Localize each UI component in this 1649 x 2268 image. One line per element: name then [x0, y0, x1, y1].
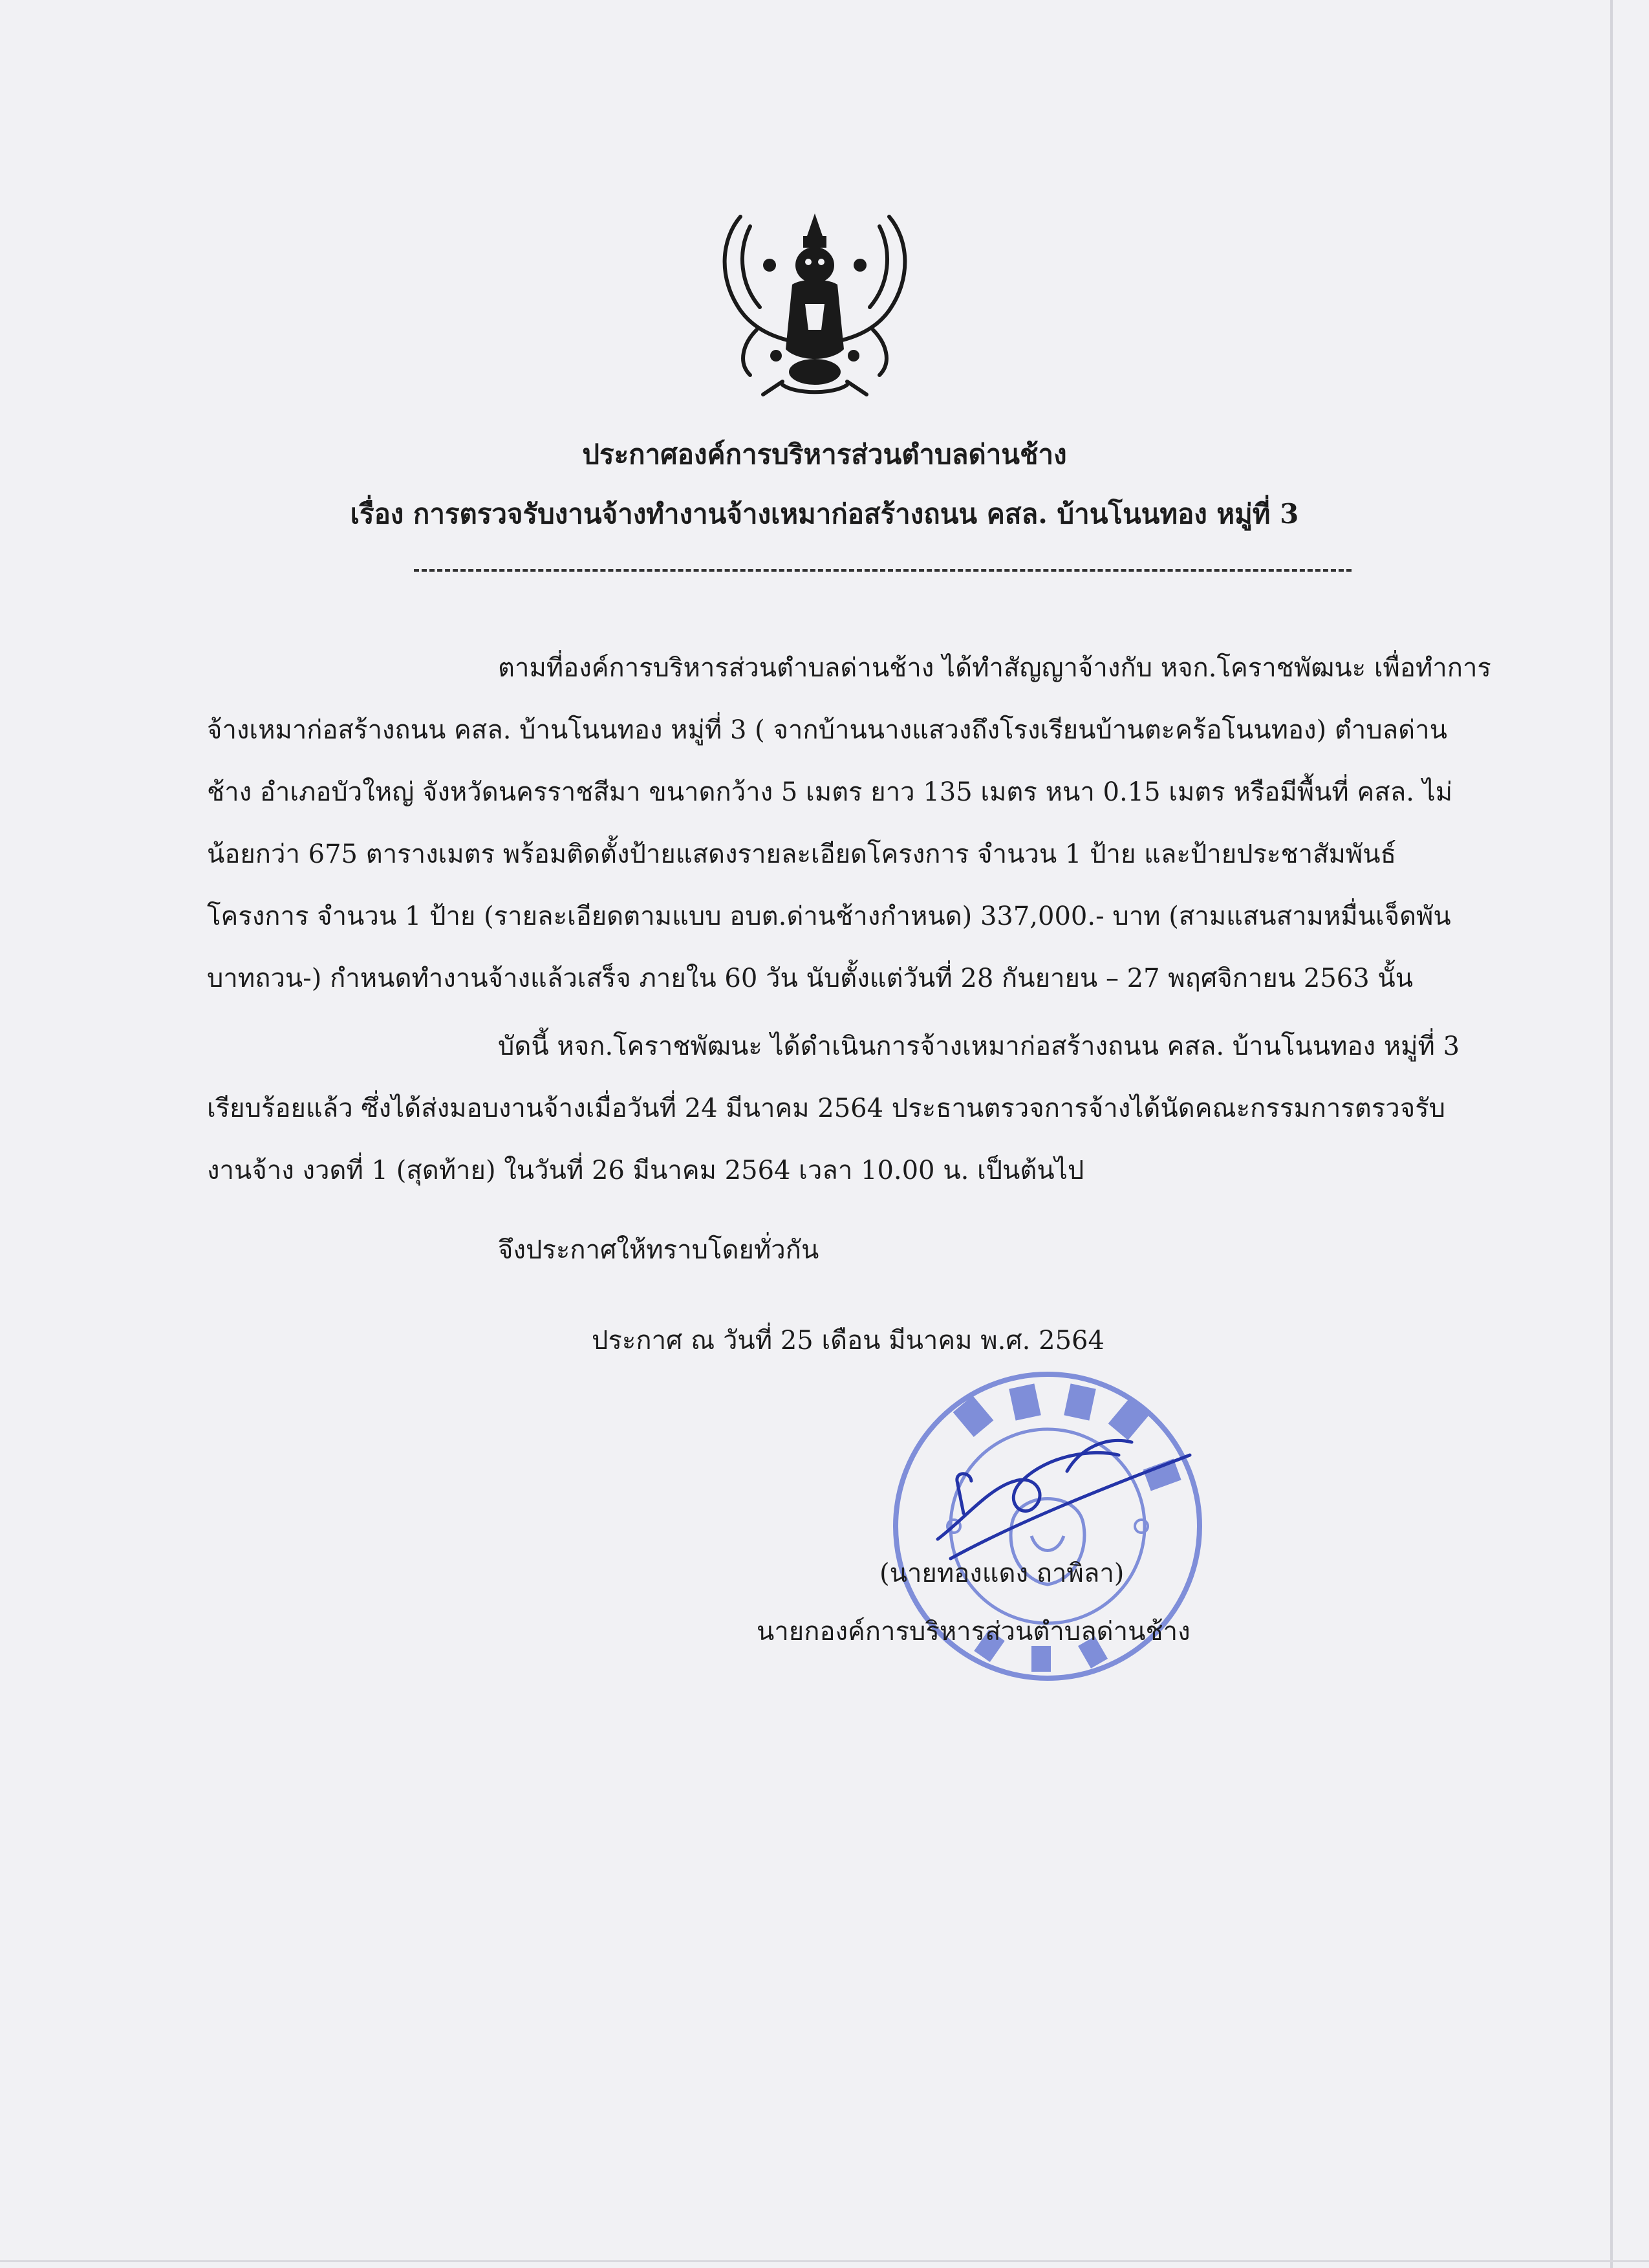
page-edge — [1610, 0, 1613, 2268]
announcement-subject: เรื่อง การตรวจรับงานจ้างทำงานจ้างเหมาก่อสร้างถนน คสล. บ้านโนนทอง หมู่ที่ 3 — [350, 498, 1299, 530]
closing-statement: จึงประกาศให้ทราบโดยทั่วกัน — [498, 1235, 819, 1265]
signatory-name: (นายทองแดง ถาพิลา) — [879, 1559, 1125, 1588]
paragraph-line: ช้าง อำเภอบัวใหญ่ จังหวัดนครราชสีมา ขนาดกว้าง 5 เมตร ยาว 135 เมตร หนา 0.15 เมตร หรือมีพื้นที่ คสล. ไม่ — [207, 777, 1453, 807]
body-paragraph-1 — [207, 637, 1526, 1010]
announcement-title: ประกาศองค์การบริหารส่วนตำบลด่านช้าง — [582, 438, 1067, 470]
page-edge — [0, 2260, 1649, 2262]
paragraph-line: บาทถวน-) กำหนดทำงานจ้างแล้วเสร็จ ภายใน 60 วัน นับตั้งแต่วันที่ 28 กันยายน – 27 พฤศจิกายน 2563 นั้น — [207, 964, 1414, 993]
signatory-position: นายกองค์การบริหารส่วนตำบลด่านช้าง — [757, 1617, 1191, 1647]
body-paragraph-2 — [207, 1015, 1526, 1202]
paragraph-line: จ้างเหมาก่อสร้างถนน คสล. บ้านโนนทอง หมู่ที่ 3 ( จากบ้านนางแสวงถึงโรงเรียนบ้านตะคร้อโนนทอง) ตำบลด่าน — [207, 715, 1447, 745]
dashed-divider — [414, 569, 1352, 572]
handwritten-signature-icon — [925, 1410, 1203, 1565]
paragraph-line: บัดนี้ หจก.โคราชพัฒนะ ได้ดำเนินการจ้างเหมาก่อสร้างถนน คสล. บ้านโนนทอง หมู่ที่ 3 — [498, 1031, 1460, 1061]
paragraph-line: งานจ้าง งวดที่ 1 (สุดท้าย) ในวันที่ 26 มีนาคม 2564 เวลา 10.00 น. เป็นต้นไป — [207, 1156, 1084, 1185]
paragraph-line: โครงการ จำนวน 1 ป้าย (รายละเอียดตามแบบ อบต.ด่านช้างกำหนด) 337,000.- บาท (สามแสนสามหมื่นเจ็ดพัน — [207, 902, 1451, 931]
paragraph-line: น้อยกว่า 675 ตารางเมตร พร้อมติดตั้งป้ายแสดงรายละเอียดโครงการ จำนวน 1 ป้าย และป้ายประชาสัมพันธ์ — [207, 839, 1397, 869]
paragraph-line: ตามที่องค์การบริหารส่วนตำบลด่านช้าง ได้ทำสัญญาจ้างกับ หจก.โคราชพัฒนะ เพื่อทำการ — [498, 653, 1491, 683]
date-line: ประกาศ ณ วันที่ 25 เดือน มีนาคม พ.ศ. 2564 — [592, 1326, 1105, 1355]
paragraph-line: เรียบร้อยแล้ว ซึ่งได้ส่งมอบงานจ้างเมื่อวันที่ 24 มีนาคม 2564 ประธานตรวจการจ้างได้นัดคณะกรรมการตรวจรับ — [207, 1094, 1445, 1123]
garuda-emblem-icon — [705, 200, 925, 414]
